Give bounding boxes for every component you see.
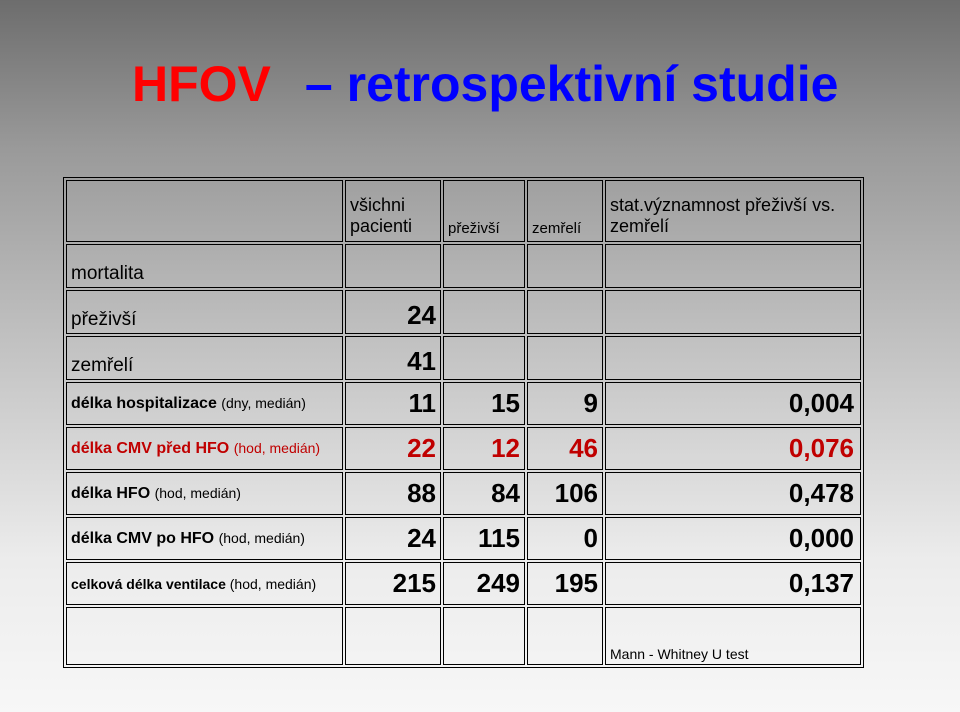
value-survived: 12 xyxy=(443,427,525,470)
value-p: 0,137 xyxy=(605,562,861,605)
value-died: 195 xyxy=(527,562,603,605)
value-p: 0,000 xyxy=(605,517,861,560)
value-survived: 15 xyxy=(443,382,525,425)
value-survived: 249 xyxy=(443,562,525,605)
value-died: 106 xyxy=(527,472,603,515)
table-row-highlight xyxy=(66,427,861,470)
value-p: 0,076 xyxy=(605,427,861,470)
value-survived: 84 xyxy=(443,472,525,515)
header-significance: stat.významnost přeživší vs. zemřelí xyxy=(605,180,861,242)
title-main: HFOV xyxy=(132,56,271,112)
value-all: 24 xyxy=(345,517,441,560)
row-label: délka HFO (hod, medián) xyxy=(66,472,343,515)
row-label: délka CMV před HFO (hod, medián) xyxy=(66,427,343,470)
header-survived: přeživší xyxy=(443,180,525,242)
row-label: délka hospitalizace (dny, medián) xyxy=(66,382,343,425)
header-all-patients: všichni pacienti xyxy=(345,180,441,242)
header-row xyxy=(66,180,861,242)
value-died: 0 xyxy=(527,517,603,560)
section-mortality: mortalita xyxy=(66,244,343,288)
row-label: délka CMV po HFO (hod, medián) xyxy=(66,517,343,560)
row-label: zemřelí xyxy=(66,336,343,380)
value-all: 22 xyxy=(345,427,441,470)
row-label: přeživší xyxy=(66,290,343,334)
row-unit: (hod, medián) xyxy=(218,529,305,546)
row-label: celková délka ventilace (hod, medián) xyxy=(66,562,343,605)
value-died: 9 xyxy=(527,382,603,425)
row-unit: (hod, medián) xyxy=(154,484,241,501)
slide-title xyxy=(132,48,838,120)
table-row xyxy=(66,472,861,515)
value-all: 88 xyxy=(345,472,441,515)
table-row xyxy=(66,562,861,605)
value-died: 46 xyxy=(527,427,603,470)
row-unit: (hod, medián) xyxy=(229,575,317,592)
table-row xyxy=(66,517,861,560)
footnote: Mann - Whitney U test xyxy=(605,607,861,665)
value-all: 11 xyxy=(345,382,441,425)
value-all: 24 xyxy=(345,290,441,334)
section-row xyxy=(66,244,861,288)
results-table xyxy=(63,177,864,668)
table-row xyxy=(66,290,861,334)
value-p: 0,478 xyxy=(605,472,861,515)
header-died: zemřelí xyxy=(527,180,603,242)
title-subtitle: – retrospektivní studie xyxy=(304,56,839,112)
row-unit: (dny, medián) xyxy=(221,394,306,411)
footnote-row xyxy=(66,607,861,665)
value-all: 41 xyxy=(345,336,441,380)
value-p: 0,004 xyxy=(605,382,861,425)
table-row xyxy=(66,382,861,425)
row-unit: (hod, medián) xyxy=(233,439,321,456)
value-all: 215 xyxy=(345,562,441,605)
value-survived: 115 xyxy=(443,517,525,560)
table-row xyxy=(66,336,861,380)
header-empty xyxy=(66,180,343,242)
